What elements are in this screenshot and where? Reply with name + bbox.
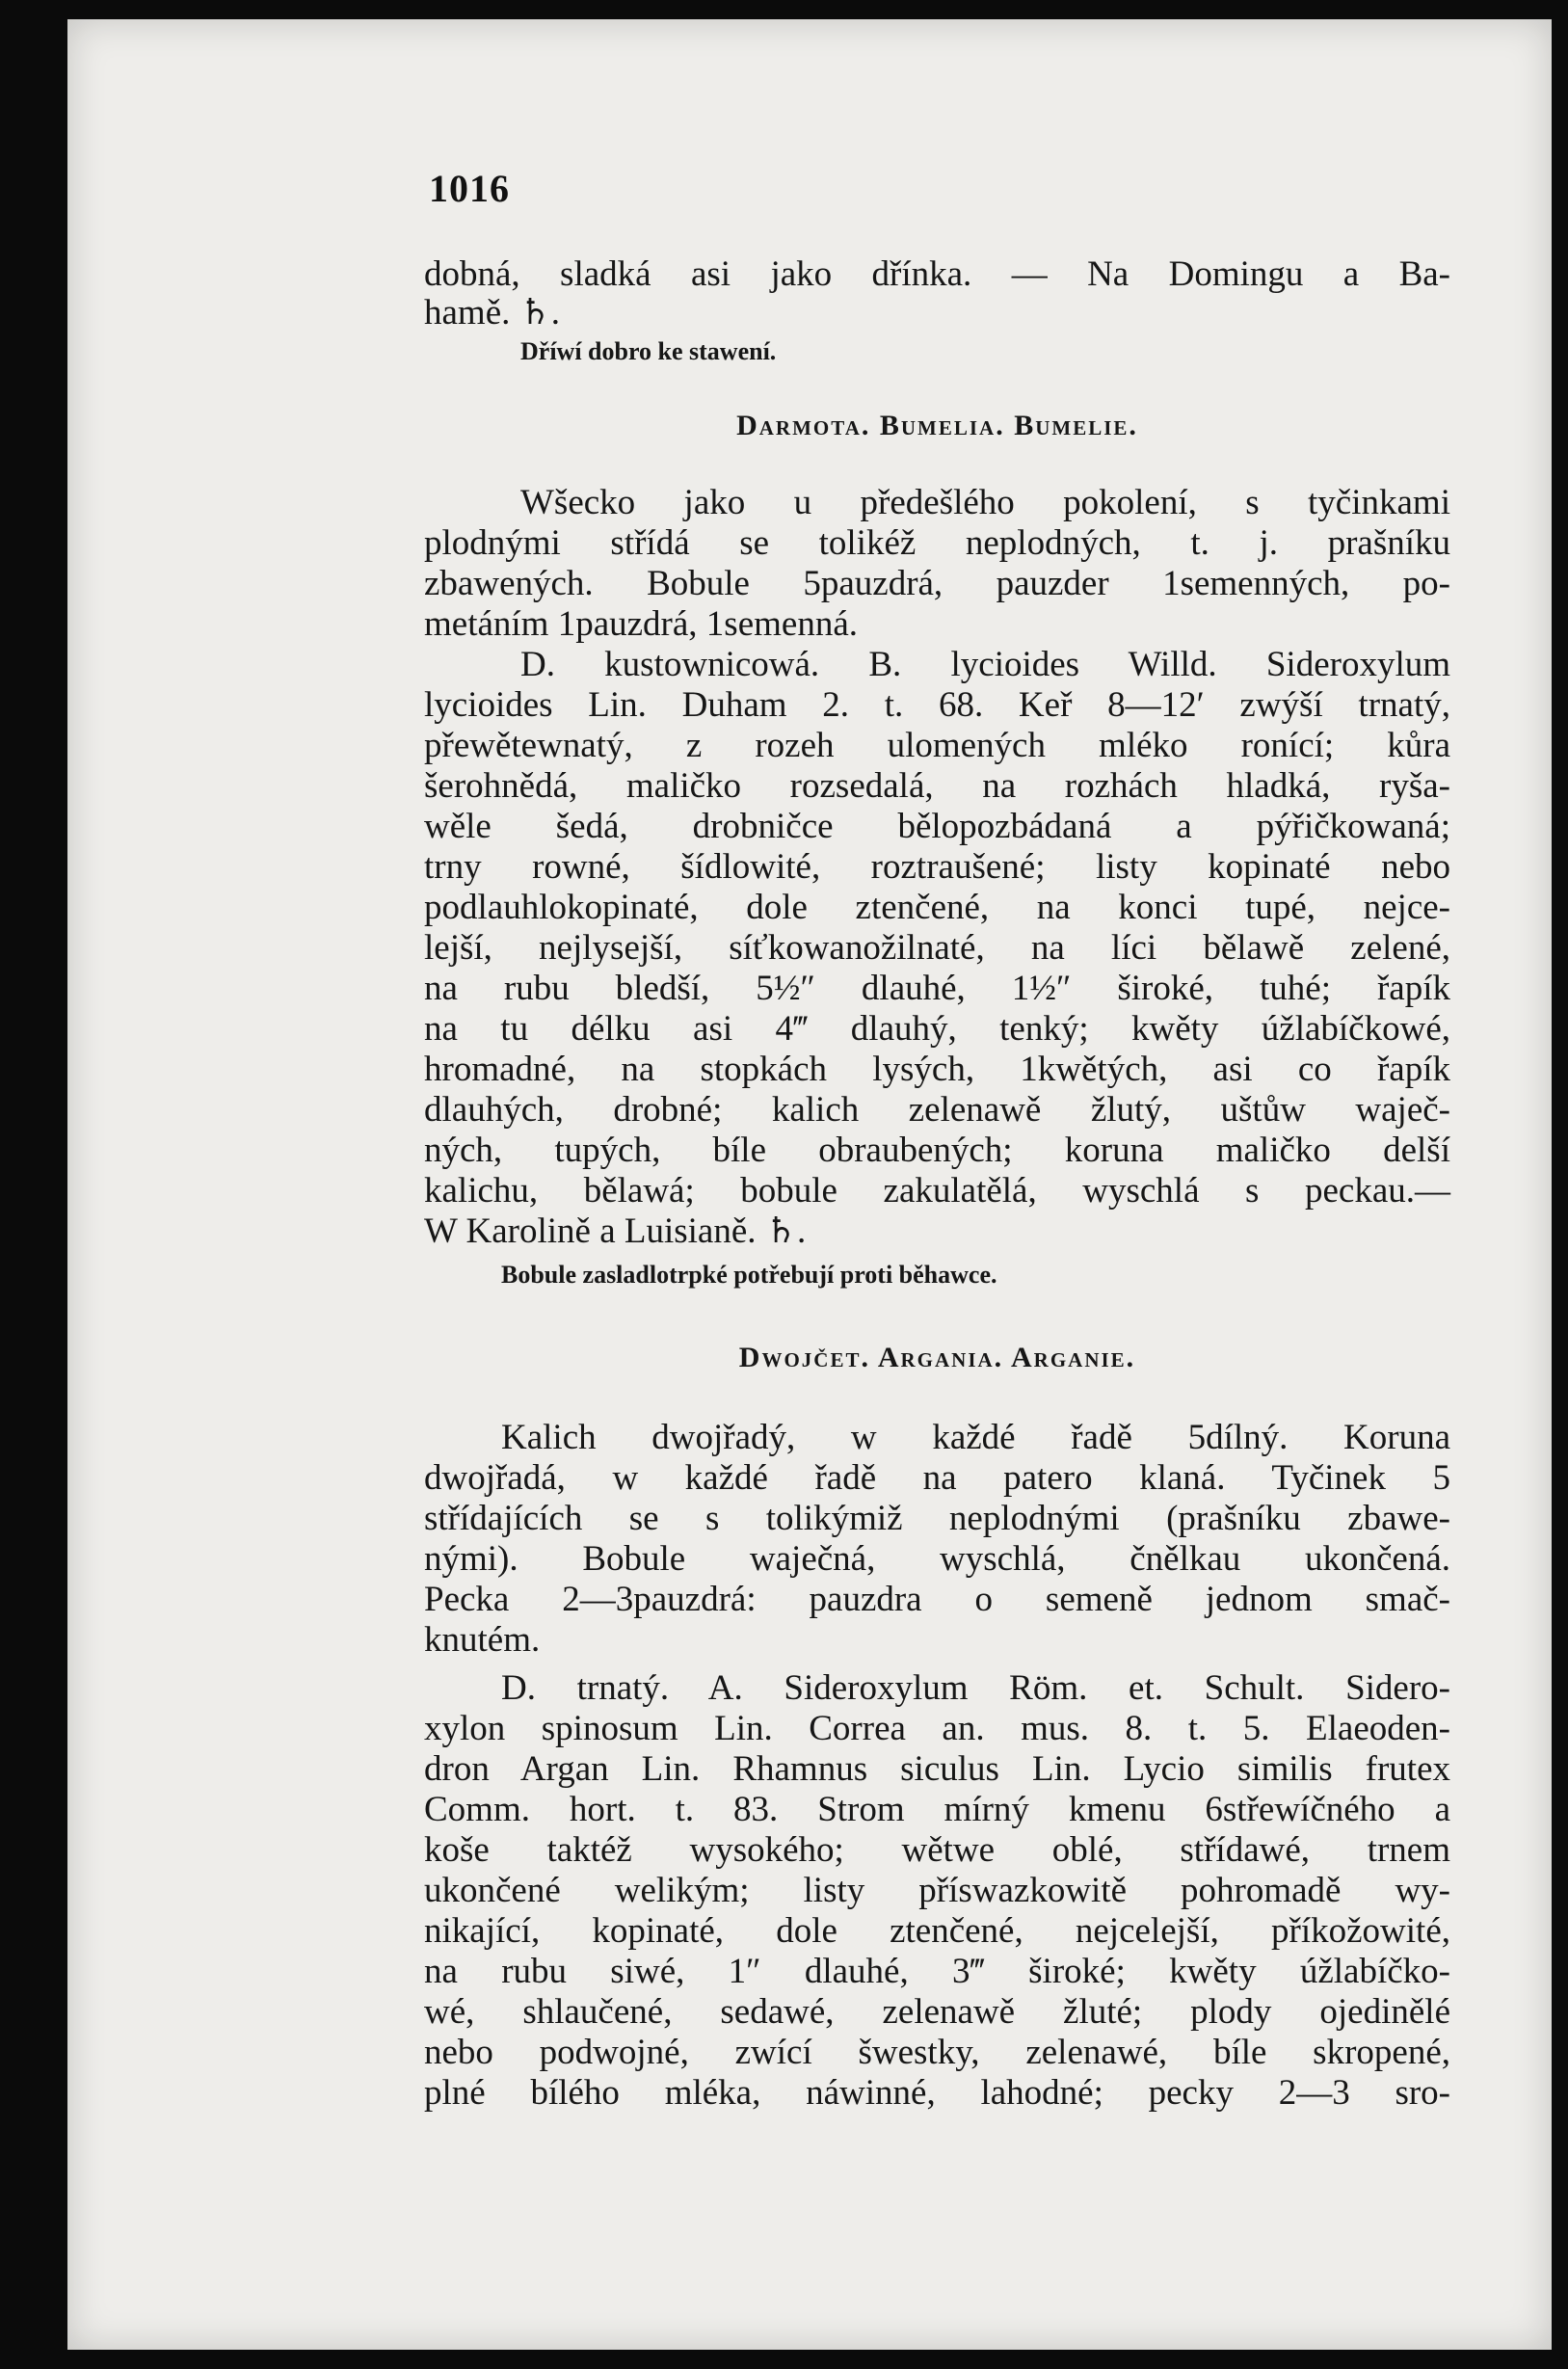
text-line: ných, tupých, bíle obraubených; koruna maličko delší: [424, 1131, 1450, 1170]
text-line: na rubu bledší, 5½″ dlauhé, 1½″ široké, tuhé; řapík: [424, 969, 1450, 1008]
text-line: metáním 1pauzdrá, 1semenná.: [424, 604, 858, 644]
text-line: D. trnatý. A. Sideroxylum Röm. et. Schult. Sidero-: [501, 1668, 1450, 1708]
page-number: 1016: [429, 167, 510, 210]
text-line: zbawených. Bobule 5pauzdrá, pauzder 1semenných, po-: [424, 564, 1450, 603]
text-line: wé, shlaučené, sedawé, zelenawě žluté; plody ojedinělé: [424, 1992, 1450, 2032]
text-line: trny rowné, šídlowité, roztraušené; listy kopinaté nebo: [424, 847, 1450, 887]
text-line: šerohnědá, maličko rozsedalá, na rozhách hladká, ryša-: [424, 766, 1450, 806]
text-line: nikající, kopinaté, dole ztenčené, nejcelejší, příkožowité,: [424, 1911, 1450, 1951]
usage-note: Bobule zasladlotrpké potřebují proti běhawce.: [501, 1261, 997, 1289]
text-line: ukončené welikým; listy příswazkowitě pohromadě wy-: [424, 1871, 1450, 1910]
text-line: na tu délku asi 4‴ dlauhý, tenký; kwěty úžlabíčkowé,: [424, 1009, 1450, 1049]
text-line: xylon spinosum Lin. Correa an. mus. 8. t. 5. Elaeoden-: [424, 1709, 1450, 1748]
text-line: plodnými střídá se tolikéž neplodných, t. j. prašníku: [424, 523, 1450, 563]
text-line: Pecka 2—3pauzdrá: pauzdra o semeně jednom smač-: [424, 1580, 1450, 1619]
text-line: hamě. ♄.: [424, 293, 561, 333]
usage-note: Dříwí dobro ke stawení.: [520, 337, 777, 365]
text-line: plné bílého mléka, náwinné, lahodné; pecky 2—3 sro-: [424, 2073, 1450, 2113]
text-line: Kalich dwojřadý, w každé řadě 5dílný. Koruna: [501, 1418, 1450, 1457]
text-line: knutém.: [424, 1620, 541, 1660]
text-line: lejší, nejlysejší, síťkowanožilnaté, na líci bělawě zelené,: [424, 928, 1450, 968]
text-line: střídajících se s tolikýmiž neplodnými (prašníku zbawe-: [424, 1499, 1450, 1538]
text-line: dron Argan Lin. Rhamnus siculus Lin. Lycio similis frutex: [424, 1749, 1450, 1789]
book-page: [67, 19, 1552, 2350]
text-line: Wšecko jako u předešlého pokolení, s tyčinkami: [520, 483, 1450, 522]
text-line: Comm. hort. t. 83. Strom mírný kmenu 6střewíčného a: [424, 1790, 1450, 1829]
text-line: přewětewnatý, z rozeh ulomených mléko ronící; kůra: [424, 726, 1450, 765]
text-line: na rubu siwé, 1″ dlauhé, 3‴ široké; kwěty úžlabíčko-: [424, 1952, 1450, 1991]
text-line: kalichu, bělawá; bobule zakulatělá, wyschlá s peckau.—: [424, 1171, 1450, 1211]
text-line: nebo podwojné, zwící šwestky, zelenawé, bíle skropené,: [424, 2033, 1450, 2072]
genus-heading: Dwojčet. Argania. Arganie.: [738, 1342, 1136, 1373]
genus-heading: Darmota. Bumelia. Bumelie.: [736, 410, 1138, 441]
text-line: hromadné, na stopkách lysých, 1kwětých, asi co řapík: [424, 1050, 1450, 1089]
text-line: W Karolině a Luisianě. ♄.: [424, 1211, 807, 1251]
text-line: lycioides Lin. Duham 2. t. 68. Keř 8—12′ zwýší trnatý,: [424, 685, 1450, 725]
text-line: podlauhlokopinaté, dole ztenčené, na konci tupé, nejce-: [424, 888, 1450, 927]
text-line: dobná, sladká asi jako dřínka. — Na Domingu a Ba-: [424, 254, 1450, 294]
text-line: dwojřadá, w každé řadě na patero klaná. Tyčinek 5: [424, 1458, 1450, 1498]
text-line: wěle šedá, drobničce bělopozbádaná a pýřičkowaná;: [424, 807, 1450, 846]
text-line: koše taktéž wysokého; wětwe oblé, střídawé, trnem: [424, 1830, 1450, 1870]
text-line: nými). Bobule waječná, wyschlá, čnělkau ukončená.: [424, 1539, 1450, 1579]
text-line: D. kustownicowá. B. lycioides Willd. Sideroxylum: [520, 645, 1450, 684]
text-line: dlauhých, drobné; kalich zelenawě žlutý, uštůw waječ-: [424, 1090, 1450, 1130]
